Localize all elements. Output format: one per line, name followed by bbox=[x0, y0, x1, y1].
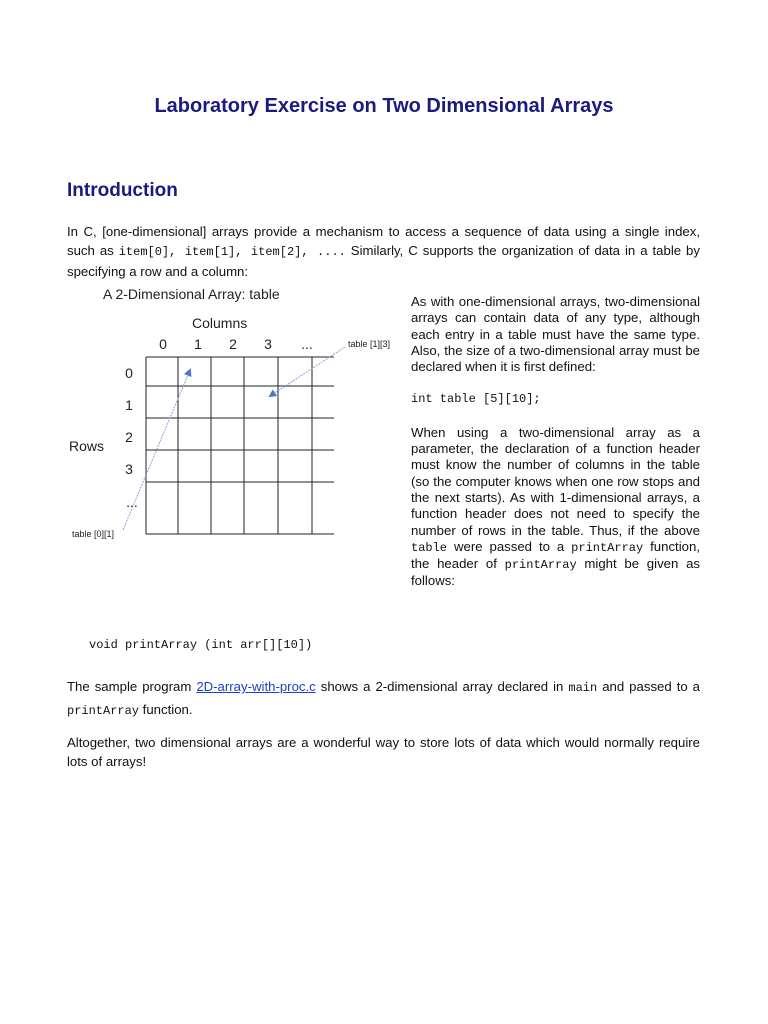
function-prototype: void printArray (int arr[][10]) bbox=[89, 638, 313, 652]
inline-code: main bbox=[568, 681, 598, 695]
column-index: 0 bbox=[159, 336, 167, 352]
row-index: 1 bbox=[125, 397, 133, 413]
column-index: ... bbox=[301, 336, 313, 352]
intro-text-2: Similarly, C supports the organization of data in a table by specifying a row and a column: bbox=[67, 243, 700, 279]
sample-program-link[interactable]: 2D-array-with-proc.c bbox=[196, 679, 316, 694]
inline-code: table bbox=[411, 540, 448, 555]
row-index: 2 bbox=[125, 429, 133, 445]
callout-label-bottom: table [0][1] bbox=[72, 529, 115, 539]
page-title: Laboratory Exercise on Two Dimensional Arrays bbox=[154, 95, 614, 117]
columns-label: Columns bbox=[192, 315, 248, 331]
inline-code: printArray bbox=[571, 540, 644, 555]
row-index: ... bbox=[126, 494, 138, 510]
row-index: 3 bbox=[125, 461, 133, 477]
sample-text: shows a 2-dimensional array declared in bbox=[315, 679, 569, 694]
row-index: 0 bbox=[125, 365, 133, 381]
closing-paragraph: Altogether, two dimensional arrays are a wonderful way to store lots of data which would normally require lots of arrays! bbox=[67, 735, 700, 769]
sample-text: function. bbox=[139, 702, 193, 717]
column-index: 1 bbox=[194, 336, 202, 352]
side-column bbox=[411, 294, 700, 590]
figure-caption: A 2-Dimensional Array: table bbox=[103, 286, 280, 302]
section-heading: Introduction bbox=[67, 180, 178, 201]
intro-code: item[0], item[1], item[2], .... bbox=[118, 245, 346, 259]
array-grid bbox=[146, 357, 334, 534]
side-text: were passed to a bbox=[447, 538, 572, 554]
inline-code: printArray bbox=[67, 704, 140, 718]
side-text: When using a two-dimensional array as a parameter, the declaration of a function header must know the number of columns in the table (so the computer knows when one row stops and the next starts). As with 1-dimensional arrays, a function header does not need to specify the number of rows in the table. Thus, if the above bbox=[411, 424, 700, 538]
rows-label: Rows bbox=[69, 438, 105, 454]
sample-paragraph bbox=[67, 676, 700, 722]
side-paragraph-2 bbox=[411, 425, 700, 590]
callout-label-top: table [1][3] bbox=[348, 339, 391, 349]
column-index: 2 bbox=[229, 336, 237, 352]
column-index: 3 bbox=[264, 336, 272, 352]
code-declaration: int table [5][10]; bbox=[411, 392, 541, 407]
callout-arrow bbox=[270, 347, 345, 396]
side-text: function, the header of bbox=[411, 538, 700, 572]
sample-text: and passed to a bbox=[597, 679, 701, 694]
intro-text: In C, [one-dimensional] arrays provide a mechanism to access a sequence of data using a single index, such as bbox=[67, 224, 700, 258]
side-paragraph: As with one-dimensional arrays, two-dimensional arrays can contain data of any type, although each entry in a table must have the same type. Also, the size of a two-dimensional array must be declared when it is first defined: bbox=[411, 294, 700, 375]
sample-text: The sample program bbox=[67, 679, 197, 694]
side-text: might be given as follows: bbox=[411, 556, 701, 589]
inline-code: printArray bbox=[504, 558, 577, 573]
